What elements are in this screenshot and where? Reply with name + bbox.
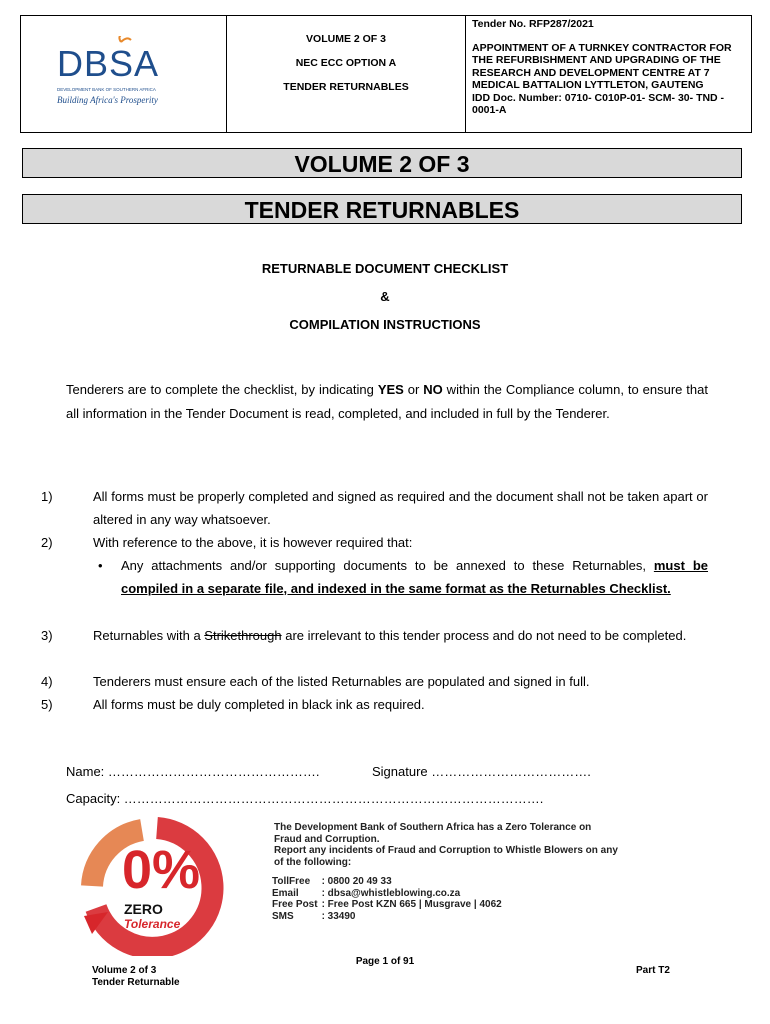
fraud-line: Fraud and Corruption.	[274, 833, 380, 845]
logo-text: DBSA	[57, 43, 160, 84]
item-2-text: With reference to the above, it is however required that:	[93, 535, 413, 550]
doc-number-line: IDD Doc. Number: 0710- C010P-01- SCM- 30- TND -	[472, 91, 725, 104]
item-1-text: All forms must be properly completed and signed as required and the document shall not be taken apart or altered in any way whatsoever.	[93, 489, 708, 527]
dbsa-logo	[51, 36, 201, 112]
name-field[interactable]: Name: ………………………………………….	[66, 764, 320, 779]
capacity-field[interactable]: Capacity: …………………………………………………………………………………….	[66, 791, 544, 806]
volume-label: VOLUME 2 OF 3	[306, 33, 386, 45]
item-number: 5)	[41, 697, 53, 712]
contact-value: : 0800 20 49 33	[321, 876, 392, 887]
intro-text: Tenderers are to complete the checklist, by indicating	[66, 382, 378, 397]
ampersand: &	[380, 289, 390, 304]
item-3-pre: Returnables with a	[93, 628, 205, 643]
yes-text: YES	[377, 382, 404, 397]
bullet-plain: Any attachments and/or supporting documents to be annexed to these Returnables,	[121, 558, 654, 573]
checklist-heading: RETURNABLE DOCUMENT CHECKLIST	[261, 261, 509, 276]
desc-line: THE REFURBISHMENT AND UPGRADING OF THE	[472, 54, 721, 67]
doc-number-line: 0001-A	[472, 104, 507, 117]
footer-doc-type: Tender Returnable	[92, 977, 180, 988]
contact-label: SMS	[272, 910, 294, 922]
volume-cell	[227, 16, 466, 132]
bullet-text	[121, 554, 708, 600]
item-3-post: are irrelevant to this tender process and do not need to be completed.	[281, 628, 687, 643]
contact-row	[272, 911, 506, 923]
contact-value: : 33490	[321, 910, 356, 922]
desc-line: MEDICAL BATTALION LYTTLETON, GAUTENG	[472, 79, 704, 92]
item-number: 3)	[41, 628, 53, 643]
intro-paragraph	[66, 378, 708, 426]
or-text: or	[403, 382, 424, 397]
contact-row	[272, 899, 506, 911]
contact-label: TollFree	[272, 876, 311, 887]
tender-description	[472, 42, 748, 116]
fraud-line: of the following:	[274, 856, 352, 868]
volume-banner: VOLUME 2 OF 3	[22, 148, 742, 178]
contact-label: Email	[272, 887, 299, 899]
item-number: 1)	[41, 489, 53, 504]
no-text: NO	[423, 382, 443, 397]
intro-text-end: within the Compliance column, to ensure that all information in the Tender Document is read, completed, and included in full by the Tenderer.	[66, 382, 708, 421]
item-5-text: All forms must be duly completed in black ink as required.	[93, 697, 425, 712]
contact-row	[272, 888, 506, 900]
bullet: •	[98, 558, 103, 573]
tender-number: Tender No. RFP287/2021	[472, 18, 594, 30]
tender-returnables-banner: TENDER RETURNABLES	[22, 194, 742, 224]
item-number: 4)	[41, 674, 53, 689]
signature-field[interactable]: Signature ……………………………….	[372, 764, 591, 779]
zero-tolerance-badge	[62, 816, 252, 956]
desc-line: APPOINTMENT OF A TURNKEY CONTRACTOR FOR	[472, 42, 732, 54]
fraud-line: Report any incidents of Fraud and Corruption to Whistle Blowers on any	[274, 845, 618, 856]
fraud-notice	[62, 816, 652, 956]
logo-cell	[21, 16, 227, 132]
badge-percent: 0%	[122, 840, 201, 900]
logo-tagline-small: DEVELOPMENT BANK OF SOUTHERN AFRICA	[57, 87, 156, 92]
item-number: 2)	[41, 535, 53, 550]
header-table	[20, 15, 752, 133]
desc-line: RESEARCH AND DEVELOPMENT CENTRE AT 7	[472, 66, 710, 79]
footer-volume: Volume 2 of 3	[92, 965, 157, 976]
badge-zero: ZERO	[124, 901, 163, 917]
badge-tolerance: Tolerance	[124, 917, 181, 931]
contract-option: NEC ECC OPTION A	[295, 57, 397, 69]
item-4-text: Tenderers must ensure each of the listed Returnables are populated and signed in full.	[93, 674, 590, 689]
footer-part: Part T2	[636, 965, 670, 976]
page-number: Page 1 of 91	[355, 956, 415, 967]
compilation-heading: COMPILATION INSTRUCTIONS	[289, 317, 481, 332]
contact-row	[272, 876, 506, 888]
fraud-statement	[274, 822, 654, 868]
tender-returnables-label: TENDER RETURNABLES	[283, 81, 409, 93]
contact-label: Free Post	[272, 899, 318, 910]
fraud-line: The Development Bank of Southern Africa has a Zero Tolerance on	[274, 822, 592, 833]
contact-value[interactable]: : dbsa@whistleblowing.co.za	[321, 887, 461, 899]
contact-value: : Free Post KZN 665 | Musgrave | 4062	[321, 899, 502, 910]
tender-info-cell	[466, 16, 751, 132]
logo-tagline: Building Africa's Prosperity	[57, 95, 158, 105]
bullet-emphasis: must be compiled in a separate file, and indexed in the same format as the Returnables Checklist.	[121, 558, 709, 596]
whistleblower-contacts	[272, 876, 506, 922]
strikethrough-example: Strikethrough	[204, 628, 282, 643]
item-3-text	[93, 624, 708, 647]
